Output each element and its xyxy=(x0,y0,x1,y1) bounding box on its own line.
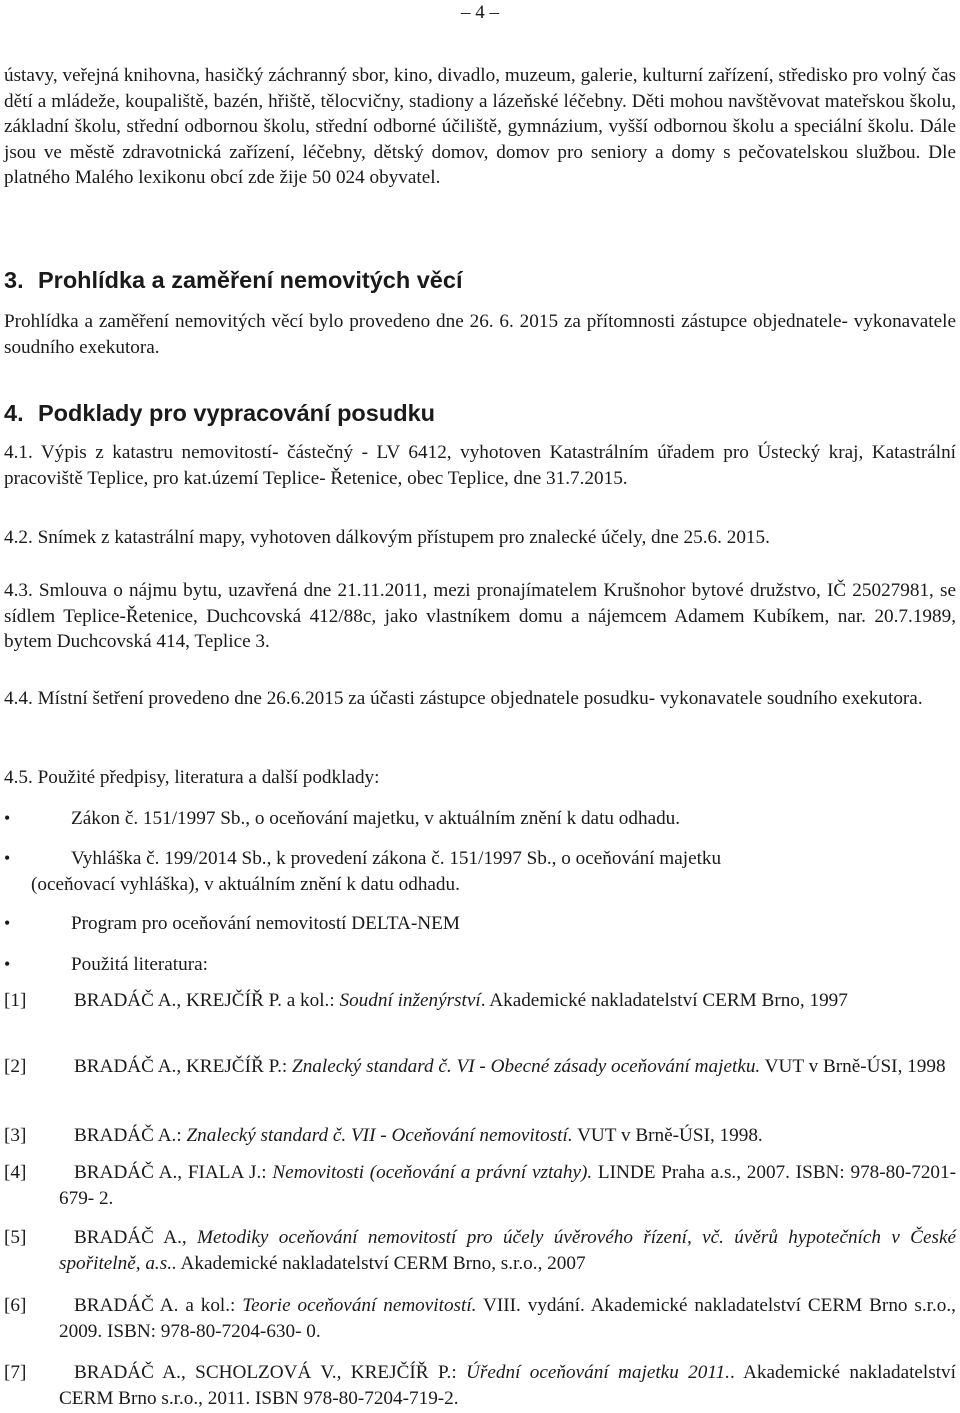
item-4-1: 4.1. Výpis z katastru nemovitostí- částečný - LV 6412, vyhotoven Katastrálním úřadem pro Ústecký kraj, Katastrální pracoviště Teplice, pro kat.území Teplice- Řetenice, obec Teplice, dne 31.7.2015. xyxy=(4,442,956,489)
reference-number: [5] xyxy=(4,1227,27,1248)
section-3-number: 3. xyxy=(4,267,24,293)
bullet-icon: • xyxy=(4,848,11,868)
reference-publisher: LINDE Praha a.s., 2007. ISBN: 978-80-7201-679- 2. xyxy=(59,1162,956,1209)
reference-item xyxy=(4,1293,956,1344)
item-4-5: 4.5. Použité předpisy, literatura a další podklady: xyxy=(4,767,380,788)
reference-title: Úřední oceňování majetku 2011. xyxy=(466,1362,730,1383)
bullet-text: Zákon č. 151/1997 Sb., o oceňování majetku, v aktuálním znění k datu odhadu. xyxy=(71,808,681,829)
bullet-icon: • xyxy=(4,913,11,933)
reference-author: BRADÁČ A.: xyxy=(74,1125,187,1146)
item-4-4: 4.4. Místní šetření provedeno dne 26.6.2015 za účasti zástupce objednatele posudku- vykonavatele soudního exekutora. xyxy=(4,688,923,709)
reference-author: BRADÁČ A., FIALA J.: xyxy=(74,1162,273,1183)
intro-paragraph: ústavy, veřejná knihovna, hasičký záchranný sbor, kino, divadlo, muzeum, galerie, kulturní zařízení, středisko pro volný čas dětí a mládeže, koupaliště, bazén, hřiště, tělocvičny, stadiony a lázeňské léčebny. Děti mohou navštěvovat mateřskou školu, základní školu, střední odbornou školu, střední odborné účiliště, gymnázium, vyšší odbornou školu a speciální školu. Dále jsou ve městě zdravotnická zařízení, léčebny, dětský domov, domov pro seniory a domy s pečovatelskou službou. Dle platného Malého lexikonu obcí zde žije 50 024 obyvatel. xyxy=(4,65,956,189)
reference-publisher: . Akademické nakladatelství CERM Brno s.r.o., 2011. ISBN 978-80-7204-719-2. xyxy=(59,1362,956,1409)
reference-item xyxy=(4,988,956,1014)
reference-author: BRADÁČ A., SCHOLZOVÁ V., KREJČÍŘ P.: xyxy=(74,1362,467,1383)
bullet-icon: • xyxy=(4,808,11,828)
page-number: – 4 – xyxy=(461,2,499,23)
bullet-item xyxy=(4,911,956,937)
reference-item xyxy=(4,1160,956,1211)
reference-item xyxy=(4,1225,956,1276)
reference-title: Teorie oceňování nemovitostí. xyxy=(242,1295,477,1316)
reference-item xyxy=(4,1054,956,1080)
item-4-3: 4.3. Smlouva o nájmu bytu, uzavřená dne 21.11.2011, mezi pronajímatelem Krušnohor bytové družstvo, IČ 25027981, se sídlem Teplice-Řetenice, Duchcovská 412/88c, jako vlastníkem domu a nájemcem Adamem Kubíkem, nar. 20.7.1989, bytem Duchcovská 414, Teplice 3. xyxy=(4,580,956,653)
section-3-heading xyxy=(4,266,462,294)
reference-publisher: . Akademické nakladatelství CERM Brno, 1997 xyxy=(480,990,848,1011)
reference-author: BRADÁČ A., xyxy=(74,1227,198,1248)
reference-number: [3] xyxy=(4,1125,27,1146)
bullet-text-continuation: (oceňovací vyhláška), v aktuálním znění k datu odhadu. xyxy=(31,873,460,895)
reference-number: [4] xyxy=(4,1162,27,1183)
reference-title: Znalecký standard č. VI - Obecné zásady oceňování majetku. xyxy=(292,1056,761,1077)
reference-title: Metodiky oceňování nemovitostí pro účely úvěrového řízení, vč. úvěrů hypotečních v České spořitelně, a.s.. xyxy=(59,1227,956,1274)
reference-item xyxy=(4,1123,956,1149)
reference-title: Nemovitosti (oceňování a právní vztahy). xyxy=(272,1162,593,1183)
item-4-2: 4.2. Snímek z katastrální mapy, vyhotoven dálkovým přístupem pro znalecké účely, dne 25.6. 2015. xyxy=(4,527,770,548)
section-3-text: Prohlídka a zaměření nemovitých věcí bylo provedeno dne 26. 6. 2015 za přítomnosti zástupce objednatele- vykonavatele soudního exekutora. xyxy=(4,311,956,358)
bullet-icon: • xyxy=(4,954,11,974)
bullet-text: Vyhláška č. 199/2014 Sb., k provedení zákona č. 151/1997 Sb., o oceňování majetku xyxy=(71,848,722,869)
reference-number: [1] xyxy=(4,990,27,1011)
section-4-heading xyxy=(4,399,435,427)
reference-publisher: VUT v Brně-ÚSI, 1998 xyxy=(760,1056,946,1077)
reference-number: [2] xyxy=(4,1056,27,1077)
bullet-text: Použitá literatura: xyxy=(71,954,208,975)
reference-author: BRADÁČ A. a kol.: xyxy=(74,1295,243,1316)
bullet-item xyxy=(4,952,956,978)
reference-author: BRADÁČ A., KREJČÍŘ P. a kol.: xyxy=(74,990,340,1011)
reference-publisher: VUT v Brně-ÚSI, 1998. xyxy=(572,1125,763,1146)
reference-title: Soudní inženýrství xyxy=(339,990,481,1011)
reference-title: Znalecký standard č. VII - Oceňování nemovitostí. xyxy=(186,1125,573,1146)
reference-publisher: VIII. vydání. Akademické nakladatelství CERM Brno s.r.o., 2009. ISBN: 978-80-7204-630- 0. xyxy=(59,1295,956,1342)
reference-number: [7] xyxy=(4,1362,27,1383)
bullet-text: Program pro oceňování nemovitostí DELTA-NEM xyxy=(71,913,460,934)
section-4-number: 4. xyxy=(4,400,24,426)
reference-item xyxy=(4,1360,956,1411)
bullet-item xyxy=(4,846,956,897)
reference-author: BRADÁČ A., KREJČÍŘ P.: xyxy=(74,1056,293,1077)
section-4-title: Podklady pro vypracování posudku xyxy=(38,400,435,426)
section-3-title: Prohlídka a zaměření nemovitých věcí xyxy=(38,267,463,293)
reference-publisher: Akademické nakladatelství CERM Brno, s.r.o., 2007 xyxy=(176,1252,586,1274)
reference-number: [6] xyxy=(4,1295,27,1316)
bullet-item xyxy=(4,806,956,832)
